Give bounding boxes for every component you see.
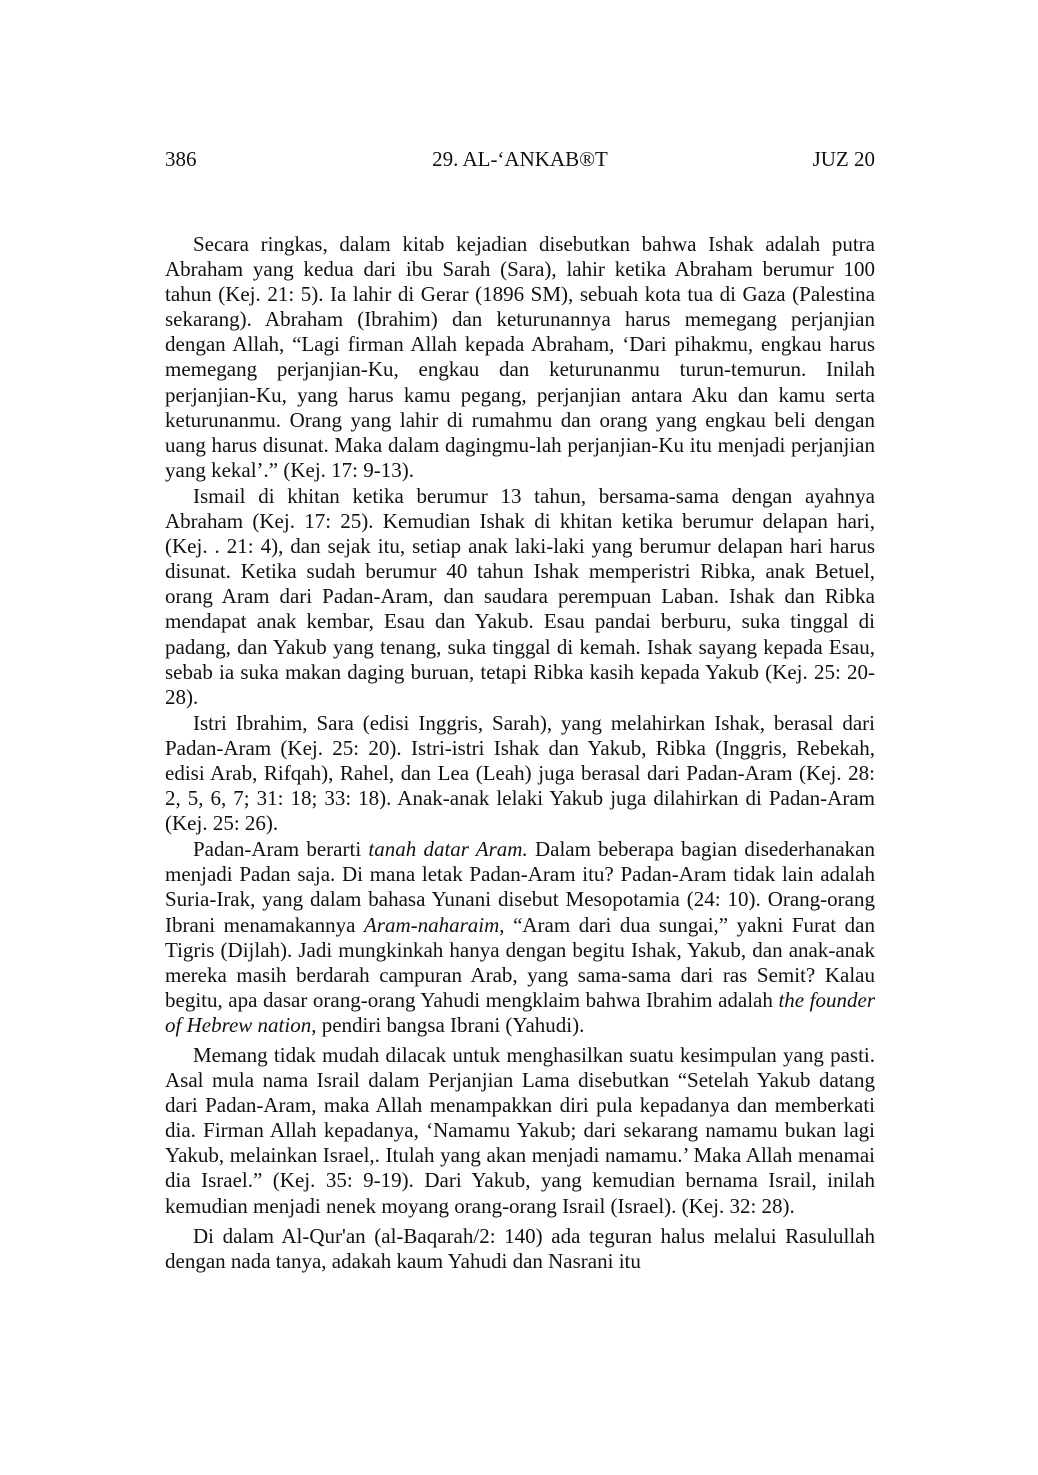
italic-term-aram-naharaim: Aram-naharaim	[363, 912, 500, 937]
running-header	[165, 145, 875, 173]
juz-label: JUZ 20	[812, 147, 875, 171]
paragraph-4-part-1: Padan-Aram berarti	[193, 837, 369, 862]
italic-term-tanah-datar-aram: tanah datar Aram.	[368, 837, 528, 862]
paragraph-4-part-2: Dalam beberapa bagian disederhanakan menjadi Padan saja. Di mana letak Padan-Aram itu? Padan-Aram tidak lain adalah Suria-Irak, yang dalam bahasa Yunani disebut Mesopotamia (24: 10). Orang-orang Ibrani menamakannya	[165, 837, 875, 937]
paragraph-6: Di dalam Al-Qur'an (al-Baqarah/2: 140) ada teguran halus melalui Rasulullah dengan nada tanya, adakah kaum Yahudi dan Nasrani itu	[165, 1223, 875, 1273]
chapter-title: 29. AL-‘ANKAB®T	[432, 147, 608, 171]
paragraph-4	[165, 837, 875, 1038]
paragraph-4-part-3: , “Aram dari dua sungai,” yakni Furat dan Tigris (Dijlah). Jadi mungkinkah hanya dengan begitu Ishak, Yakub, dan anak-anak mereka masih berdarah campuran Arab, yang sama-sama dari ras Semit? Kalau begitu, apa dasar orang-orang Yahudi mengklaim bahwa Ibrahim adalah	[165, 912, 875, 1012]
paragraph-1: Secara ringkas, dalam kitab kejadian disebutkan bahwa Ishak adalah putra Abraham yang kedua dari ibu Sarah (Sara), lahir ketika Abraham berumur 100 tahun (Kej. 21: 5). Ia lahir di Gerar (1896 SM), sebuah kota tua di Gaza (Palestina sekarang). Abraham (Ibrahim) dan keturunannya harus memegang perjanjian dengan Allah, “Lagi firman Allah kepada Abraham, ‘Dari pihakmu, engkau harus memegang perjanjian-Ku, engkau dan keturunanmu turun-temurun. Inilah perjanjian-Ku, yang harus kamu pegang, perjanjian antara Aku dan kamu serta keturunanmu. Orang yang lahir di rumahmu dan orang yang engkau beli dengan uang harus disunat. Maka dalam dagingmu-lah perjanjian-Ku itu menjadi perjanjian yang kekal’.” (Kej. 17: 9-13).	[165, 232, 875, 482]
body-text	[165, 232, 875, 1275]
paragraph-3: Istri Ibrahim, Sara (edisi Inggris, Sarah), yang melahirkan Ishak, berasal dari Padan-Aram (Kej. 25: 20). Istri-istri Ishak dan Yakub, Ribka (Inggris, Rebekah, edisi Arab, Rifqah), Rahel, dan Lea (Leah) juga berasal dari Padan-Aram (Kej. 28: 2, 5, 6, 7; 31: 18; 33: 18). Anak-anak lelaki Yakub juga dilahirkan di Padan-Aram (Kej. 25: 26).	[165, 710, 875, 836]
page-number: 386	[165, 147, 197, 171]
paragraph-4-part-4: , pendiri bangsa Ibrani (Yahudi).	[311, 1012, 585, 1037]
paragraph-2: Ismail di khitan ketika berumur 13 tahun, bersama-sama dengan ayahnya Abraham (Kej. 17: 25). Kemudian Ishak di khitan ketika berumur delapan hari, (Kej. . 21: 4), dan sejak itu, setiap anak laki-laki yang berumur delapan hari harus disunat. Ketika sudah berumur 40 tahun Ishak memperistri Ribka, anak Betuel, orang Aram dari Padan-Aram, dan saudara perempuan Laban. Ishak dan Ribka mendapat anak kembar, Esau dan Yakub. Esau pandai berburu, suka tinggal di padang, dan Yakub yang tenang, suka tinggal di kemah. Ishak sayang kepada Esau, sebab ia suka makan daging buruan, tetapi Ribka kasih kepada Yakub (Kej. 25: 20-28).	[165, 483, 875, 709]
italic-term-founder-of-hebrew-nation: the founder of Hebrew nation	[165, 987, 876, 1037]
paragraph-5: Memang tidak mudah dilacak untuk menghasilkan suatu kesimpulan yang pasti. Asal mula nama Israil dalam Perjanjian Lama disebutkan “Setelah Yakub datang dari Padan-Aram, maka Allah menampakkan diri pula kepadanya dan memberkati dia. Firman Allah kepadanya, ‘Namamu Yakub; dari sekarang namamu bukan lagi Yakub, melainkan Israel,. Itulah yang akan menjadi namamu.’ Maka Allah menamai dia Israel.” (Kej. 35: 9-19). Dari Yakub, yang kemudian bernama Israil, inilah kemudian menjadi nenek moyang orang-orang Israil (Israel). (Kej. 32: 28).	[165, 1043, 875, 1218]
